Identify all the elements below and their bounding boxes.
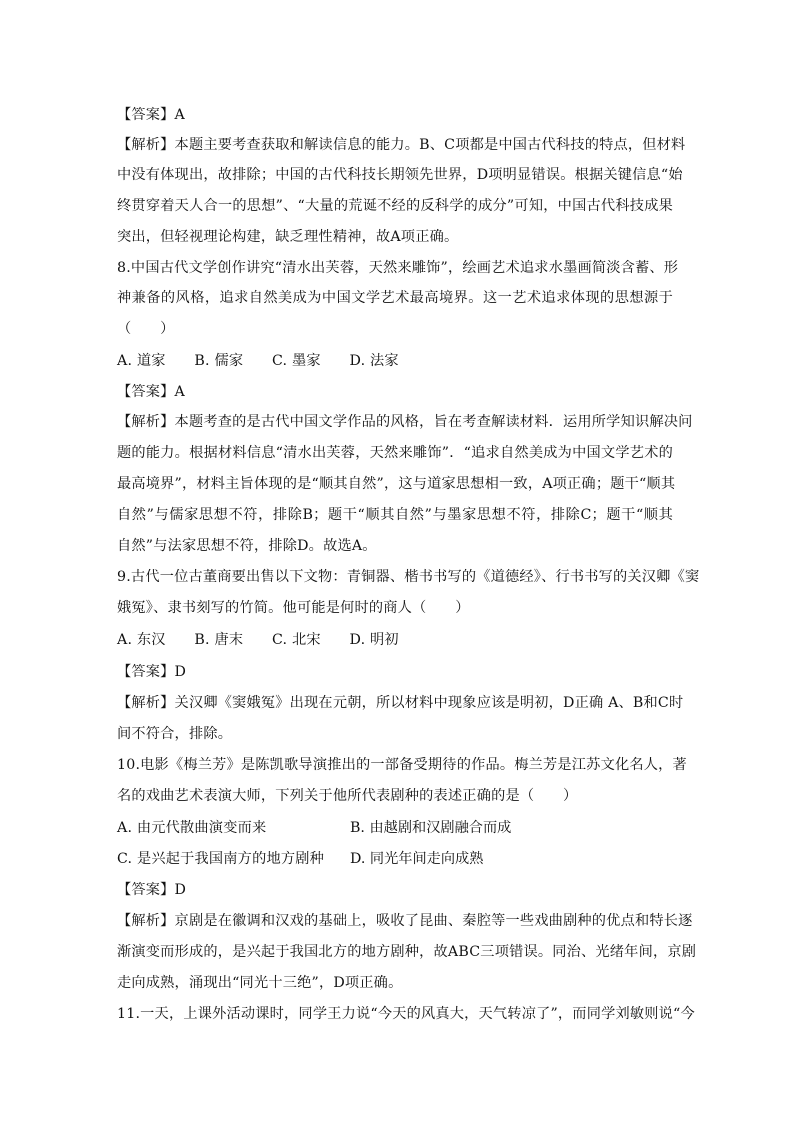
analysis-text: 间不符合，排除。 — [117, 726, 233, 742]
analysis-text: 中没有体现出，故排除；中国的古代科技长期领先世界，D项明显错误。根据关键信息“始 — [117, 167, 683, 183]
question-9: 9.古代一位古董商要出售以下文物：青铜器、楷书书写的《道德经》、行书书写的关汉卿《窦 — [117, 569, 700, 585]
question-8: 8.中国古代文学创作讲究“清水出芙蓉，天然来雕饰”，绘画艺术追求水墨画简淡含蓄、形 — [117, 260, 679, 276]
answer-label: 【答案】D — [117, 882, 187, 898]
analysis-text: 自然”与法家思想不符，排除D。故选A。 — [117, 538, 377, 554]
analysis-text: 【解析】本题考查的是古代中国文学作品的风格，旨在考查解读材料．运用所学知识解决问 — [117, 414, 693, 430]
question-10-option-b: B. 由越剧和汉剧融合而成 — [350, 820, 512, 836]
question-8-options: A. 道家 B. 儒家 C. 墨家 D. 法家 — [117, 353, 399, 369]
question-10: 名的戏曲艺术表演大师，下列关于他所代表剧种的表述正确的是（ ） — [117, 788, 578, 804]
answer-label: 【答案】D — [117, 664, 187, 680]
question-10-option-c: C. 是兴起于我国南方的地方剧种 — [117, 851, 325, 867]
answer-label: 【答案】A — [117, 107, 185, 123]
question-9-options: A. 东汉 B. 唐末 C. 北宋 D. 明初 — [117, 632, 399, 648]
question-10: 10.电影《梅兰芳》是陈凯歌导演推出的一部备受期待的作品。梅兰芳是江苏文化名人，著 — [117, 757, 687, 773]
question-10-option-d: D. 同光年间走向成熟 — [350, 851, 484, 867]
analysis-text: 终贯穿着天人合一的思想”、“大量的荒诞不经的反科学的成分”可知，中国古代科技成果 — [117, 198, 673, 214]
question-8: （ ） — [117, 321, 175, 337]
analysis-text: 题的能力。根据材料信息“清水出芙蓉，天然来雕饰”．“追求自然美成为中国文学艺术的 — [117, 445, 673, 461]
question-10-option-a: A. 由元代散曲演变而来 — [117, 820, 267, 836]
analysis-text: 【解析】关汉卿《窦娥冤》出现在元朝，所以材料中现象应该是明初，D正确 A、B和C时 — [117, 695, 684, 711]
analysis-text: 渐演变而形成的，是兴起于我国北方的地方剧种，故ABC三项错误。同治、光绪年间，京剧 — [117, 944, 697, 960]
question-11: 11.一天，上课外活动课时，同学王力说“今天的风真大，天气转凉了”，而同学刘敏则说“今 — [117, 1006, 695, 1022]
question-8: 神兼备的风格，追求自然美成为中国文学艺术最高境界。这一艺术追求体现的思想源于 — [117, 290, 673, 306]
analysis-text: 突出，但轻视理论构建，缺乏理性精神，故A项正确。 — [117, 229, 459, 245]
analysis-text: 最高境界”，材料主旨体现的是“顺其自然”，这与道家思想相一致，A项正确；题干“顺其 — [117, 476, 676, 492]
analysis-text: 自然”与儒家思想不符，排除B；题干“顺其自然”与墨家思想不符，排除C；题干“顺其 — [117, 507, 673, 523]
answer-label: 【答案】A — [117, 384, 185, 400]
question-9: 娥冤》、隶书刻写的竹简。他可能是何时的商人（ ） — [117, 600, 470, 616]
analysis-text: 【解析】京剧是在徽调和汉戏的基础上，吸收了昆曲、秦腔等一些戏曲剧种的优点和特长逐 — [117, 913, 693, 929]
analysis-text: 【解析】本题主要考查获取和解读信息的能力。B、C项都是中国古代科技的特点，但材料 — [117, 137, 686, 153]
analysis-text: 走向成熟，涌现出“同光十三绝”，D项正确。 — [117, 975, 403, 991]
